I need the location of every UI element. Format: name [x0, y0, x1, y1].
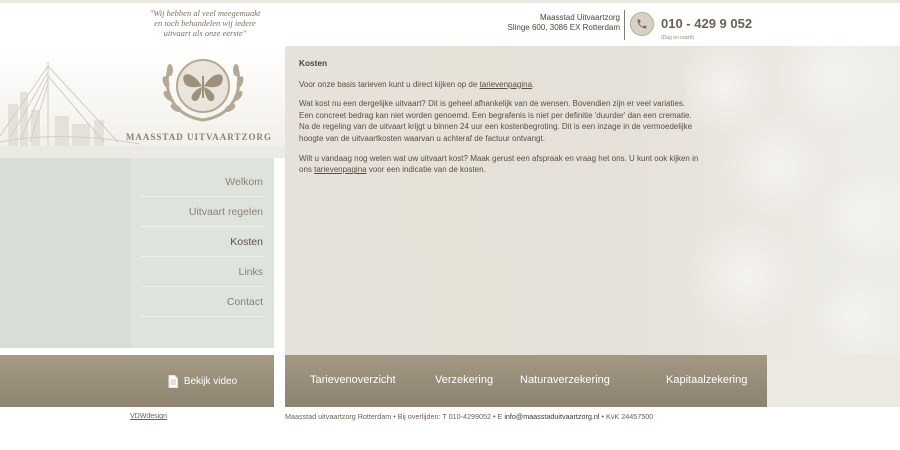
costs-paragraph — [299, 98, 749, 144]
bottom-nav-verzekering[interactable]: Verzekering — [435, 374, 494, 386]
phone-number[interactable]: 010 - 429 9 052 — [661, 16, 753, 31]
intro-paragraph — [299, 79, 749, 91]
nav-item-contact[interactable]: Contact — [141, 288, 264, 317]
butterfly-wreath-logo — [158, 46, 248, 126]
video-label: Bekijk video — [183, 375, 238, 387]
tarieven-link-2[interactable]: tarievenpagina — [314, 165, 367, 175]
tagline — [120, 8, 290, 38]
footer-text: • KvK 24457500 — [599, 412, 654, 421]
street-address: Slinge 600, 3086 EX Rotterdam — [507, 23, 620, 32]
video-bar — [0, 355, 274, 407]
bottom-bar-filler — [767, 355, 900, 407]
top-border — [0, 0, 900, 3]
phone-note: (Dag en nacht) — [661, 35, 695, 41]
main-content — [285, 46, 900, 355]
footer-email[interactable]: info@maasstaduitvaartzorg.nl — [504, 412, 600, 421]
bottom-nav-kapitaalzekering[interactable]: Kapitaalzekering — [666, 374, 748, 386]
text-line: Na de regeling van de uitvaart krijgt u binnen 24 uur een kostenbegroting. Dit is een inzage in de vermoedelijke — [299, 122, 693, 132]
text-line: hoogte van de uitvaartkosten waarvan u achteraf de factuur ontvangt. — [299, 133, 545, 143]
text-line: Wat kost nu een dergelijke uitvaart? Dit is geheel afhankelijk van de wensen. Bovendien zijn er veel variaties. — [299, 99, 686, 109]
phone-icon — [630, 12, 654, 36]
page-title: Kosten — [299, 58, 328, 68]
text-span: Voor onze basis tarieven kunt u direct kijken op de — [299, 79, 480, 89]
nav-item-welkom[interactable]: Welkom — [141, 168, 264, 197]
footer-text: Maasstad uitvaartzorg Rotterdam • Bij overlijden: T 010-4299052 • E — [285, 412, 505, 421]
document-icon — [168, 375, 178, 388]
text-line: Een concreet bedrag kan niet worden genoemd. Een begrafenis is niet per definitie 'duurder' dan een crematie. — [299, 110, 692, 120]
nav-item-links[interactable]: Links — [141, 258, 264, 287]
tagline-line: "Wij hebben al veel meegemaakt — [149, 8, 261, 18]
company-address — [440, 13, 620, 33]
footer-credit-link[interactable]: VDWdesign — [130, 413, 167, 420]
text-line: Wilt u vandaag nog weten wat uw uitvaart kost? Maak gerust een afspraak en vraag het ons. U kunt ook kijken in — [299, 153, 699, 163]
tarieven-link[interactable]: tarievenpagina — [479, 79, 533, 89]
nav-item-kosten[interactable]: Kosten — [141, 228, 264, 257]
text-span: voor een indicatie van de kosten. — [366, 165, 486, 175]
nav-item-uitvaart-regelen[interactable]: Uitvaart regelen — [141, 198, 264, 227]
text-span: ons — [299, 165, 315, 175]
tagline-line: en toch behandelen wij iedere — [154, 18, 256, 28]
text-span: . — [532, 79, 535, 89]
tagline-line: uitvaart als onze eerste" — [163, 28, 247, 38]
bottom-nav-naturaverzekering[interactable]: Naturaverzekering — [520, 374, 610, 386]
header-divider — [624, 10, 625, 40]
appointment-paragraph — [299, 153, 749, 176]
company-name: Maasstad Uitvaartzorg — [539, 13, 620, 22]
bottom-nav-tarievenoverzicht[interactable]: Tarievenoverzicht — [310, 374, 396, 386]
logo-area[interactable] — [0, 46, 285, 158]
content-text — [299, 58, 749, 184]
bottom-nav — [285, 355, 767, 407]
logo-wordmark: MAASSTAD UITVAARTZORG — [125, 132, 272, 142]
video-button[interactable] — [131, 355, 274, 407]
nav-panel — [131, 158, 274, 348]
footer-info — [285, 412, 653, 421]
sidebar-nav — [0, 158, 274, 348]
